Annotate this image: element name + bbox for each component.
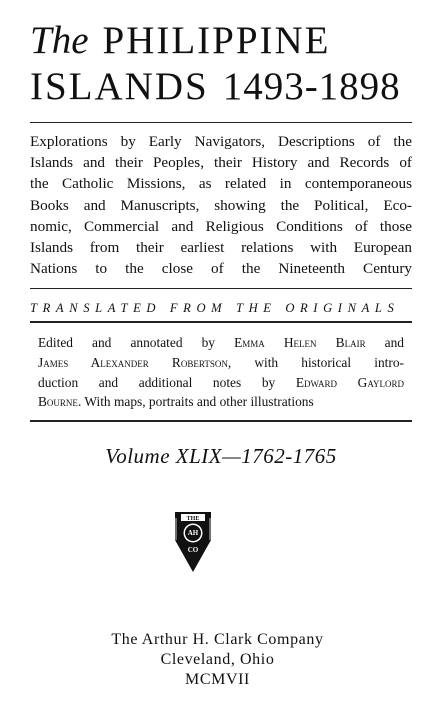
- editor-name-blair: Emma Helen Blair: [234, 335, 366, 351]
- rule-translated: [30, 321, 412, 323]
- editor-line-2: James Alexander Robertson, with historical intro-: [38, 355, 404, 371]
- rule-middle: [30, 288, 412, 289]
- description-line: Islands from their earliest relations with European: [30, 239, 412, 257]
- title-years: 1493-1898: [222, 65, 401, 108]
- emblem-ah-text: AH: [187, 529, 199, 537]
- editor-line-4: Bourne. With maps, portraits and other illustrations: [38, 394, 314, 410]
- title-page: [30, 18, 412, 469]
- editor-line-3: duction and additional notes by Edward Gaylord: [38, 374, 404, 390]
- title-line-1: [30, 18, 412, 64]
- editor-name-robertson: James Alexander Robertson: [38, 355, 228, 371]
- description-line: Islands and their Peoples, their History and Records of: [30, 154, 412, 172]
- description-line: Books and Manuscripts, showing the Political, Eco-: [30, 196, 412, 214]
- editor-name-bourne: Edward Gaylord: [295, 374, 404, 390]
- translated-from-originals: TRANSLATED FROM THE ORIGINALS: [30, 301, 400, 316]
- description-line: the Catholic Missions, as related in contemporaneous: [30, 175, 412, 193]
- title-line-2: [30, 64, 412, 110]
- editor-line-1: Edited and annotated by Emma Helen Blair and: [38, 335, 405, 351]
- rule-top: [30, 122, 412, 123]
- title-philippine: PHILIPPINE: [102, 19, 331, 62]
- emblem-the-text: THE: [186, 516, 200, 522]
- publisher-year: MCMVII: [185, 671, 250, 688]
- rule-bottom: [30, 420, 412, 422]
- description-line: Nations to the close of the Nineteenth Century: [30, 260, 412, 278]
- volume-title: Volume XLIX—1762-1765: [105, 443, 337, 468]
- description-line: Explorations by Early Navigators, Descriptions of the: [30, 133, 412, 150]
- publisher-imprint: [0, 630, 435, 690]
- editor-credits: [38, 333, 404, 411]
- emblem-co-text: CO: [187, 546, 199, 554]
- title-the: The: [30, 19, 89, 62]
- publisher-city: Cleveland, Ohio: [160, 651, 275, 668]
- publisher-name: The Arthur H. Clark Company: [111, 631, 324, 648]
- title-islands: ISLANDS: [30, 65, 209, 108]
- publisher-emblem: [172, 510, 214, 574]
- description-line: nomic, Commercial and Religious Conditions of those: [30, 217, 412, 235]
- description: [30, 131, 412, 279]
